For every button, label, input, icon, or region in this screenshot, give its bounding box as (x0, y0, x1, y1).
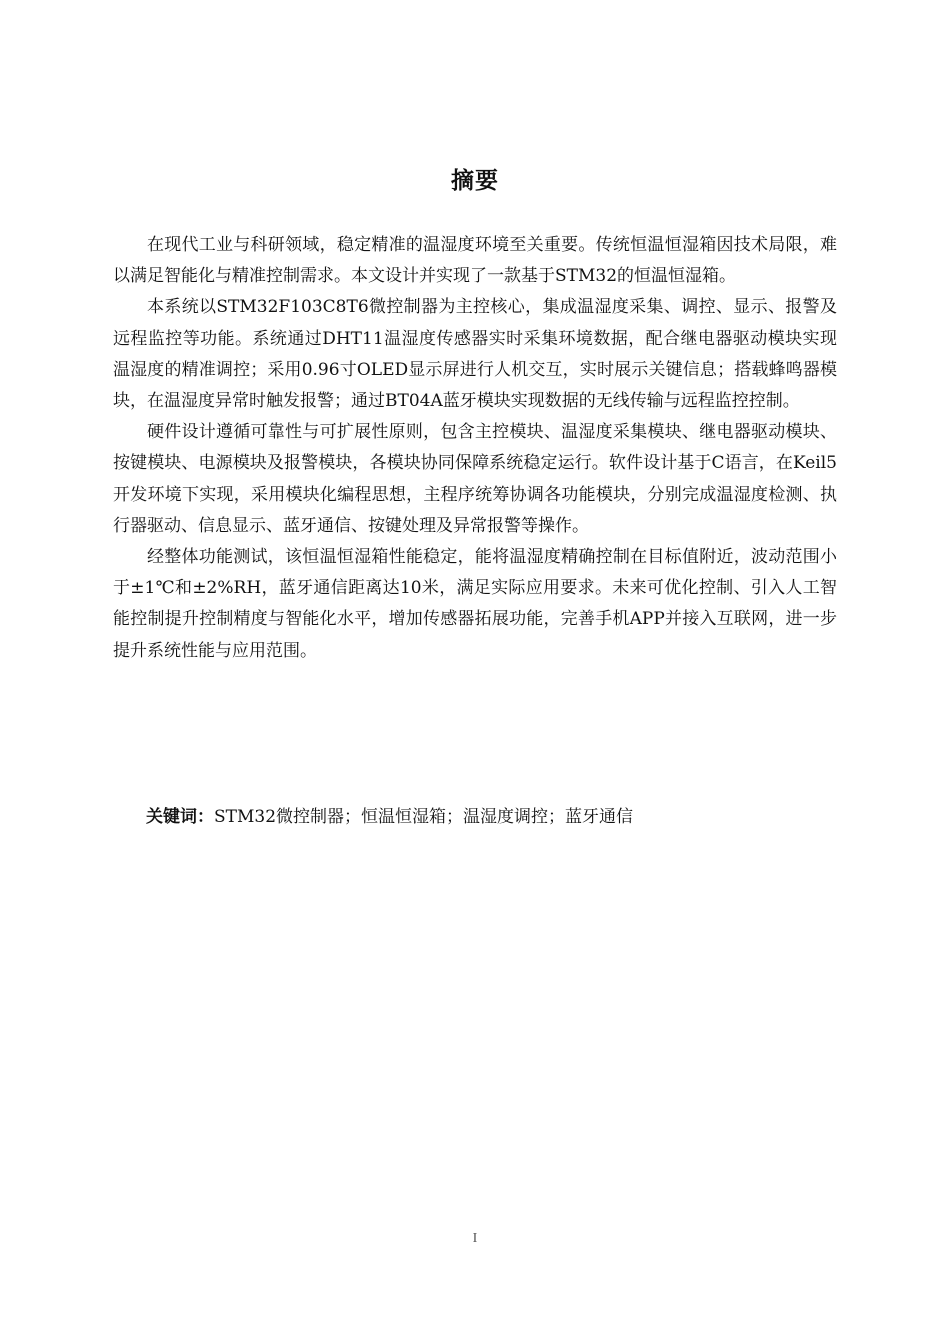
page-number: I (472, 1231, 478, 1246)
keywords-line (146, 802, 846, 832)
keywords-label: 关键词： (146, 807, 214, 827)
abstract-paragraph-1: 在现代工业与科研领域，稳定精准的温湿度环境至关重要。传统恒温恒湿箱因技术局限，难以满足智能化与精准控制需求。本文设计并实现了一款基于STM32的恒温恒湿箱。 (113, 235, 837, 287)
abstract-paragraph-2: 本系统以STM32F103C8T6微控制器为主控核心，集成温湿度采集、调控、显示、报警及远程监控等功能。系统通过DHT11温湿度传感器实时采集环境数据，配合继电器驱动模块实现温湿度的精准调控；采用0.96寸OLED显示屏进行人机交互，实时展示关键信息；搭载蜂鸣器模块，在温湿度异常时触发报警；通过BT04A蓝牙模块实现数据的无线传输与远程监控控制。 (113, 297, 837, 412)
abstract-paragraph-3: 硬件设计遵循可靠性与可扩展性原则，包含主控模块、温湿度采集模块、继电器驱动模块、按键模块、电源模块及报警模块，各模块协同保障系统稳定运行。软件设计基于C语言，在Keil5开发环境下实现，采用模块化编程思想，主程序统筹协调各功能模块，分别完成温湿度检测、执行器驱动、信息显示、蓝牙通信、按键处理及异常报警等操作。 (113, 422, 837, 536)
abstract-paragraph-4: 经整体功能测试，该恒温恒湿箱性能稳定，能将温湿度精确控制在目标值附近，波动范围小于±1℃和±2%RH，蓝牙通信距离达10米，满足实际应用要求。未来可优化控制、引入人工智能控制提升控制精度与智能化水平，增加传感器拓展功能，完善手机APP并接入互联网，进一步提升系统性能与应用范围。 (113, 547, 837, 661)
keywords-text: STM32微控制器；恒温恒湿箱；温湿度调控；蓝牙通信 (214, 807, 634, 827)
abstract-body (113, 230, 837, 667)
abstract-title: 摘要 (451, 168, 499, 194)
